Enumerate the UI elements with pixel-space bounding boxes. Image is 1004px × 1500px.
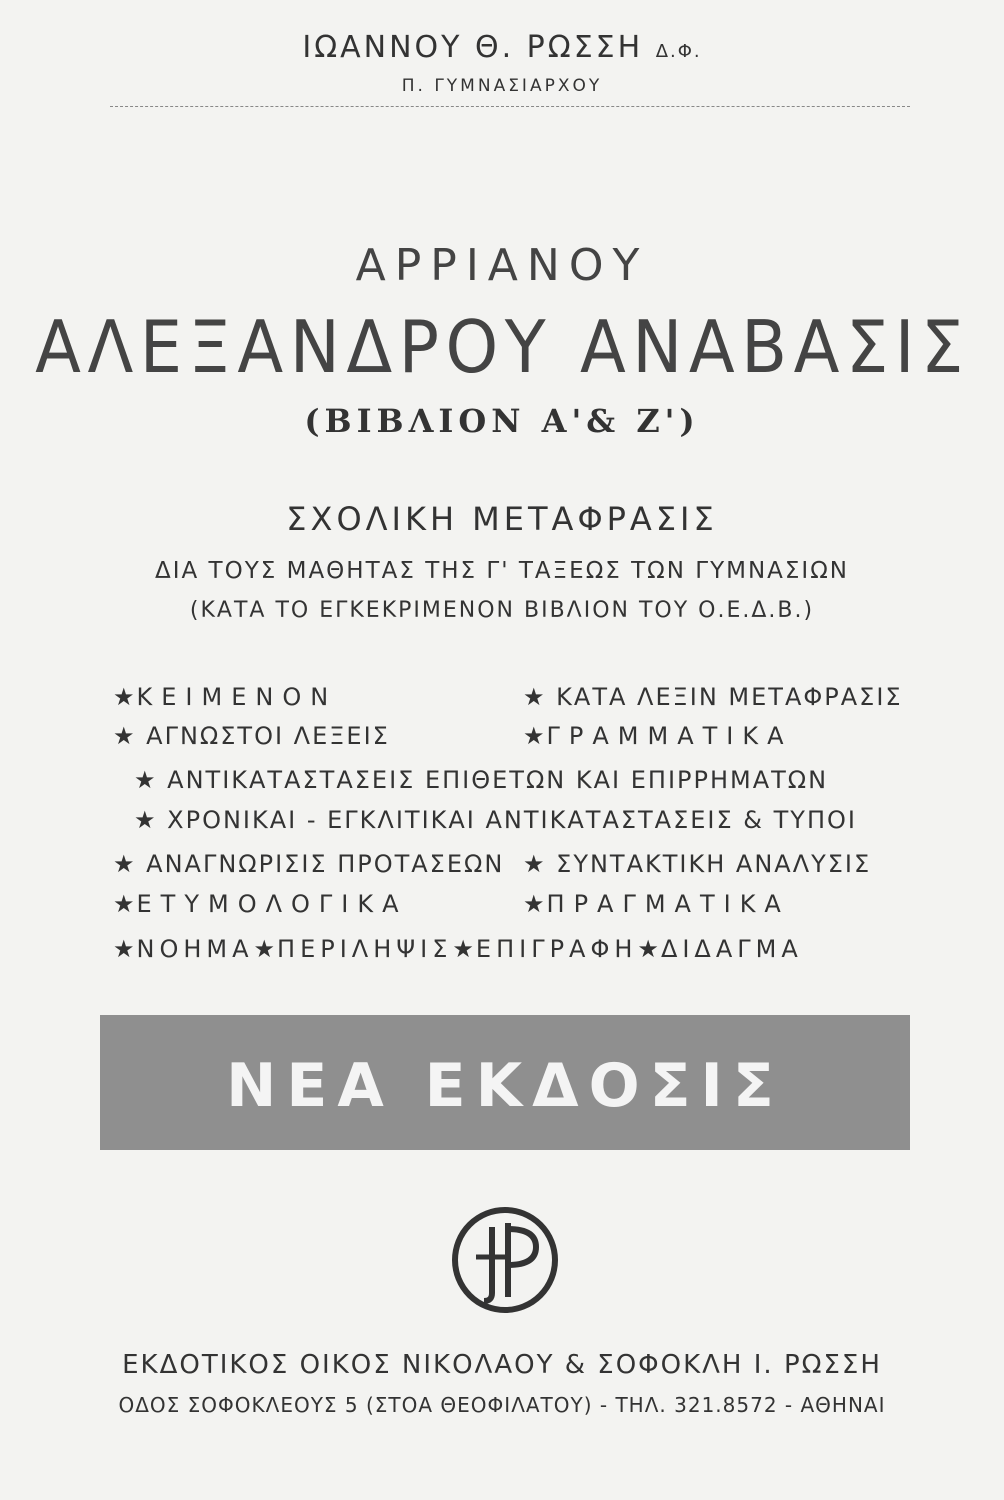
star-icon: ★ <box>113 722 137 750</box>
star-icon: ★ <box>113 890 137 918</box>
audience-line: ΔΙΑ ΤΟΥΣ ΜΑΘΗΤΑΣ ΤΗΣ Γ' ΤΑΞΕΩΣ ΤΩΝ ΓΥΜΝΑΣΙΩΝ <box>155 558 849 584</box>
feature-kata-lexin: ★ ΚΑΤΑ ΛΕΞΙΝ ΜΕΤΑΦΡΑΣΙΣ <box>523 683 903 711</box>
header-divider <box>110 106 910 107</box>
new-edition-text: ΝΕΑ ΕΚΔΟΣΙΣ <box>226 1051 784 1121</box>
star-icon: ★ <box>523 722 547 750</box>
approved-text-line: (ΚΑΤΑ ΤΟ ΕΓΚΕΚΡΙΜΕΝΟΝ ΒΙΒΛΙΟΝ ΤΟΥ Ο.Ε.Δ.Β.) <box>189 598 815 623</box>
feature-syntaktiki: ★ ΣΥΝΤΑΚΤΙΚΗ ΑΝΑΛΥΣΙΣ <box>523 850 872 878</box>
author-name: ΙΩΑΝΝΟΥ Θ. ΡΩΣΣΗ <box>302 30 644 65</box>
feature-etymologika: ★ΕΤΥΜΟΛΟΓΙΚΑ <box>113 890 408 918</box>
star-icon: ★ <box>113 850 137 878</box>
publisher-name: ΕΚΔΟΤΙΚΟΣ ΟΙΚΟΣ ΝΙΚΟΛΑΟΥ & ΣΟΦΟΚΛΗ Ι. ΡΩΣΣΗ <box>122 1350 882 1380</box>
feature-row-noima <box>113 935 803 963</box>
star-icon: ★ <box>113 683 137 711</box>
main-title: ΑΛΕΞΑΝΔΡΟΥ ΑΝΑΒΑΣΙΣ <box>35 305 970 389</box>
author-title: Π. ΓΥΜΝΑΣΙΑΡΧΟΥ <box>401 76 603 96</box>
feature-antikatastaseis: ★ ΑΝΤΙΚΑΤΑΣΤΑΣΕΙΣ ΕΠΙΘΕΤΩΝ ΚΑΙ ΕΠΙΡΡΗΜΑΤΩΝ <box>134 766 829 794</box>
publisher-monogram-icon <box>450 1205 560 1315</box>
feature-anagnorisis: ★ ΑΝΑΓΝΩΡΙΣΙΣ ΠΡΟΤΑΣΕΩΝ <box>113 850 505 878</box>
author-line <box>0 30 1004 65</box>
star-icon: ★ <box>134 766 158 794</box>
star-icon: ★ <box>134 806 158 834</box>
star-icon: ★ <box>523 683 547 711</box>
feature-chronikai: ★ ΧΡΟΝΙΚΑΙ - ΕΓΚΛΙΤΙΚΑΙ ΑΝΤΙΚΑΤΑΣΤΑΣΕΙΣ & ΤΥΠΟΙ <box>134 806 857 834</box>
star-icon: ★ <box>253 935 278 963</box>
feature-didagma: ΔΙΔΑΓΜΑ <box>660 935 803 963</box>
translation-title: ΣΧΟΛΙΚΗ ΜΕΤΑΦΡΑΣΙΣ <box>286 500 718 538</box>
star-icon: ★ <box>113 935 137 963</box>
star-icon: ★ <box>452 935 476 963</box>
star-icon: ★ <box>637 935 661 963</box>
work-author: ΑΡΡΙΑΝΟΥ <box>355 240 649 291</box>
author-degree: Δ.Φ. <box>655 41 702 62</box>
feature-noima: ΝΟΗΜΑ <box>136 935 254 963</box>
feature-epigrafi: ΕΠΙΓΡΑΦΗ <box>475 935 638 963</box>
feature-grammatika: ★ΓΡΑΜΜΑΤΙΚΑ <box>523 722 793 750</box>
publisher-address: ΟΔΟΣ ΣΟΦΟΚΛΕΟΥΣ 5 (ΣΤΟΑ ΘΕΟΦΙΛΑΤΟΥ) - ΤΗΛ. 321.8572 - ΑΘΗΝΑΙ <box>118 1393 886 1417</box>
books-subtitle: (ΒΙΒΛΙΟΝ Α'& Ζ') <box>304 402 700 440</box>
feature-agnostoi: ★ ΑΓΝΩΣΤΟΙ ΛΕΞΕΙΣ <box>113 722 390 750</box>
star-icon: ★ <box>523 850 547 878</box>
new-edition-banner <box>100 1015 910 1150</box>
feature-keimenon: ★ΚΕΙΜΕΝΟΝ <box>113 683 338 711</box>
star-icon: ★ <box>523 890 547 918</box>
feature-perilipsis: ΠΕΡΙΛΗΨΙΣ <box>277 935 453 963</box>
feature-pragmatika: ★ΠΡΑΓΜΑΤΙΚΑ <box>523 890 790 918</box>
